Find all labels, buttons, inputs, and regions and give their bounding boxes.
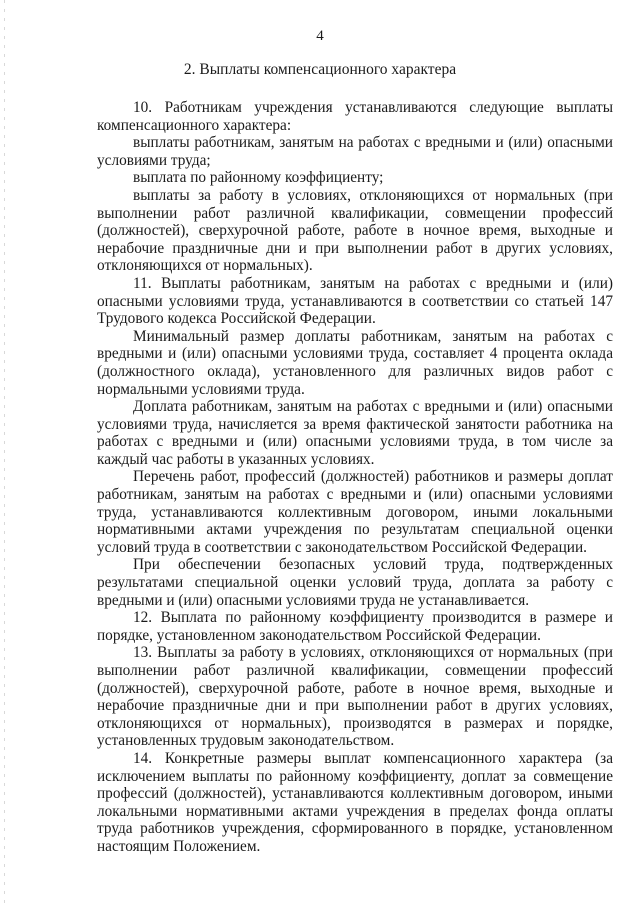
paragraph-11-safe: При обеспечении безопасных условий труда, подтвержденных результатами специальной оценки условий труда, доплата за работу с вредными и (или) опасными условиями труда не устанавливается. <box>97 556 613 609</box>
paragraph-11-list: Перечень работ, профессий (должностей) работников и размеры доплат работникам, занятым на работах с вредными и (или) опасными условиями труда, устанавливаются коллективным договором, иными локальными нормативными актами учреждения по результатам специальной оценки условий труда в соответствии с законодательством Российской Федерации. <box>97 468 613 556</box>
paragraph-10-item-regional: выплата по районному коэффициенту; <box>133 169 384 187</box>
paragraph-14: 14. Конкретные размеры выплат компенсационного характера (за исключением выплаты по районному коэффициенту, доплат за совмещение профессий (должностей), устанавливаются коллективным договором, иными локальными нормативными актами учреждения в пределах фонда оплаты труда работников учреждения, сформированного в порядке, установленном настоящим Положением. <box>97 749 613 855</box>
paragraph-11: 11. Выплаты работникам, занятым на работах с вредными и (или) опасными условиями труда, устанавливаются в соответствии со статьей 147 Трудового кодекса Российской Федерации. <box>97 274 613 328</box>
page-number: 4 <box>316 28 324 44</box>
paragraph-11-accrual: Доплата работникам, занятым на работах с вредными и (или) опасными условиями труда, начисляется за время фактической занятости работника на работах с вредными и (или) опасными условиями труда, в том числе за каждый час работы в указанных условиях. <box>97 398 613 468</box>
document-body <box>97 99 613 856</box>
scan-edge-artifact <box>4 0 5 905</box>
paragraph-10-item-abnormal: выплаты за работу в условиях, отклоняющихся от нормальных (при выполнении работ различной квалификации, совмещении профессий (должностей), сверхурочной работе, работе в ночное время, выходные и нерабочие праздничные дни и при выполнении работ в других условиях, отклоняющихся от нормальных). <box>97 186 613 275</box>
paragraph-11-minimum: Минимальный размер доплаты работникам, занятым на работах с вредными и (или) опасными условиями труда, составляет 4 процента оклада (должностного оклада), установленного для различных видов работ с нормальными условиями труда. <box>97 327 613 398</box>
paragraph-10-item-harmful: выплаты работникам, занятым на работах с вредными и (или) опасными условиями труда; <box>97 134 613 169</box>
paragraph-10-intro: 10. Работникам учреждения устанавливаются следующие выплаты компенсационного характера: <box>97 99 613 134</box>
section-title: 2. Выплаты компенсационного характера <box>183 61 457 78</box>
paragraph-12: 12. Выплата по районному коэффициенту производится в размере и порядке, установленном законодательством Российской Федерации. <box>97 609 613 644</box>
paragraph-13: 13. Выплаты за работу в условиях, отклоняющихся от нормальных (при выполнении работ различной квалификации, совмещении профессий (должностей), сверхурочной работе, работе в ночное время, выходные и нерабочие праздничные дни и при выполнении работ в других условиях, отклоняющихся от нормальных), производятся в размерах и порядке, установленных трудовым законодательством. <box>97 644 613 750</box>
